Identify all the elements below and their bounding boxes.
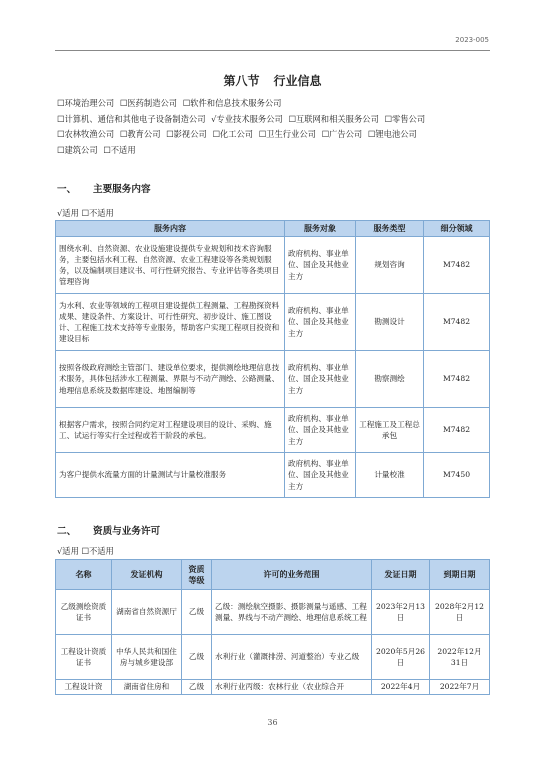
license-name: 工程设计资质证书 [56,635,112,680]
category-item: ☐计算机、通信和其他电子设备制造公司 [57,113,206,124]
service-table [55,220,490,498]
license-expiry-date: 2022年7月 [430,680,490,695]
section-heading: 一、 主要服务内容 [57,184,151,195]
service-type: 规划咨询 [356,237,424,294]
table-row [56,408,490,453]
table-row [56,453,490,498]
table-header-row [56,221,490,237]
column-header: 细分领域 [424,221,490,237]
table-row [56,590,490,635]
license-grade: 乙级 [182,680,212,695]
service-target: 政府机构、事业单位、国企及其他业主方 [285,351,356,408]
license-issue-date: 2023年2月13日 [372,590,430,635]
category-item: ☐卫生行业公司 [258,129,316,140]
service-type: 勘测设计 [356,294,424,351]
license-expiry-date: 2028年2月12日 [430,590,490,635]
chapter-name: 行业信息 [273,74,322,88]
service-target: 政府机构、事业单位、国企及其他业主方 [285,237,356,294]
table-row [56,351,490,408]
column-header: 资质等级 [182,560,212,590]
service-content: 根据客户需求，按照合同约定对工程建设项目的设计、采购、施工、试运行等实行全过程或若干阶段的承包。 [56,408,285,453]
service-type: 工程施工及工程总承包 [356,408,424,453]
applicability-indicator: √适用 ☐不适用 [57,208,114,218]
header-divider [55,50,490,51]
category-item: ☐教育公司 [119,129,161,140]
column-header: 服务内容 [56,221,285,237]
page-number: 36 [267,718,278,727]
category-item: ☐环境治理公司 [57,98,115,108]
table-row [56,237,490,294]
license-issuer: 中华人民共和国住房与城乡建设部 [112,635,182,680]
column-header: 到期日期 [430,560,490,590]
service-field: M7482 [424,408,490,453]
table-row [56,680,490,695]
section-heading: 二、 资质与业务许可 [57,526,161,537]
category-item: ☐医药制造公司 [119,98,178,108]
column-header: 发证机构 [112,560,182,590]
page-title [0,72,545,89]
category-item: ☐影视公司 [166,129,207,140]
category-item: ☐零售公司 [384,113,426,124]
service-type: 勘察测绘 [356,351,424,408]
license-issue-date: 2022年4月 [372,680,430,695]
license-scope: 乙级：测绘航空摄影、摄影测量与遥感、工程测量、界线与不动产测绘、地理信息系统工程 [212,590,372,635]
service-field: M7482 [424,351,490,408]
license-name: 乙级测绘资质证书 [56,590,112,635]
category-item: √专业技术服务公司 [211,113,283,124]
service-field: M7482 [424,237,490,294]
column-header: 服务类型 [356,221,424,237]
category-item: ☐农林牧渔公司 [57,129,115,140]
table-header-row [56,560,490,590]
license-scope: 水利行业（灌溉排涝、河道整治）专业乙级 [212,635,372,680]
applicability-indicator: √适用 ☐不适用 [57,546,114,556]
license-table [55,559,490,695]
license-grade: 乙级 [182,635,212,680]
category-item: ☐不适用 [103,144,136,155]
chapter-number: 第八节 [223,74,260,88]
service-content: 按照各级政府测绘主管部门、建设单位要求，提供测绘地理信息技术服务，具体包括涉水工程测量、界限与不动产测绘、公路测量、地理信息系统及数据库建设、地图编制等 [56,351,285,408]
column-header: 许可的业务范围 [212,560,372,590]
column-header: 名称 [56,560,112,590]
category-item: ☐锂电池公司 [367,129,417,140]
service-content: 为水利、农业等领域的工程项目建设提供工程测量、工程勘探资料成果、建设条件、方案设计、可行性研究、初步设计、施工图设计、工程施工技术支持等专业服务，帮助客户实现工程项目投资和建设目标 [56,294,285,351]
table-row [56,294,490,351]
license-grade: 乙级 [182,590,212,635]
category-item: ☐软件和信息技术服务公司 [182,98,282,108]
category-item: ☐广告公司 [321,129,363,140]
category-item: ☐建筑公司 [57,144,98,155]
service-field: M7482 [424,294,490,351]
service-target: 政府机构、事业单位、国企及其他业主方 [285,294,356,351]
license-issuer: 湖南省住房和 [112,680,182,695]
license-scope: 水利行业丙级：农林行业（农业综合开 [212,680,372,695]
column-header: 服务对象 [285,221,356,237]
license-name: 工程设计资 [56,680,112,695]
category-item: ☐互联网和相关服务公司 [288,113,379,124]
document-code: 2023-005 [455,36,489,44]
category-item: ☐化工公司 [212,129,254,140]
service-content: 围绕水利、自然资源、农业设施建设提供专业规划和技术咨询服务，主要包括水利工程、自然资源、农业工程建设等各类规划服务，以及编制项目建议书、可行性研究报告、专业评估等各类项目管理咨询 [56,237,285,294]
service-target: 政府机构、事业单位、国企及其他业主方 [285,453,356,498]
table-row [56,635,490,680]
service-target: 政府机构、事业单位、国企及其他业主方 [285,408,356,453]
service-type: 计量校准 [356,453,424,498]
service-content: 为客户提供水流量方面的计量测试与计量校准服务 [56,453,285,498]
column-header: 发证日期 [372,560,430,590]
license-issue-date: 2020年5月26日 [372,635,430,680]
service-field: M7450 [424,453,490,498]
industry-category-list [57,96,497,158]
license-issuer: 湖南省自然资源厅 [112,590,182,635]
license-expiry-date: 2022年12月31日 [430,635,490,680]
